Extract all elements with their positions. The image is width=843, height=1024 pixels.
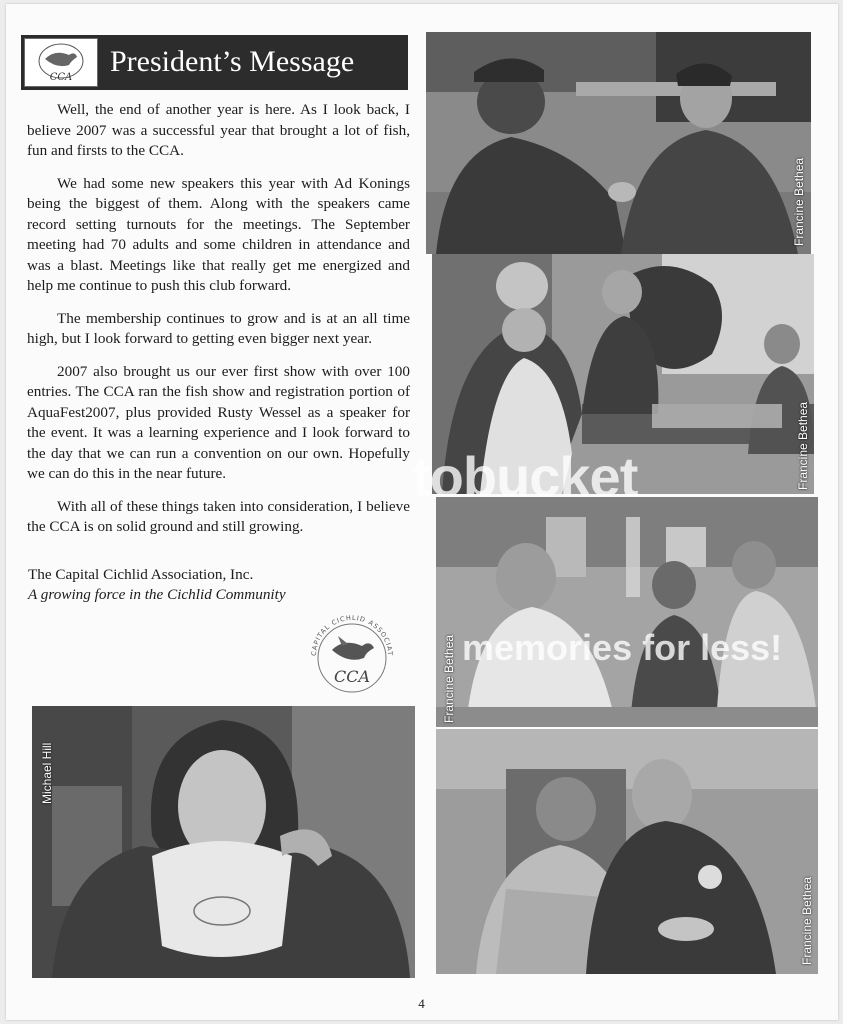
page-title: President’s Message xyxy=(110,45,355,78)
svg-text:CCA: CCA xyxy=(49,72,73,83)
paragraph: With all of these things taken into consideration, I believe the CCA is on solid ground and still growing. xyxy=(27,497,410,535)
photo-handshake xyxy=(426,32,811,254)
watermark-text: memories for less! xyxy=(462,627,783,668)
photo-credit: Francine Bethea xyxy=(792,157,806,246)
signature-block xyxy=(28,565,408,605)
paragraph: Well, the end of another year is here. As I look back, I believe 2007 was a successful year that brought a lot of fish, fun and firsts to the CCA. xyxy=(27,101,410,159)
signature-tagline: A growing force in the Cichlid Community xyxy=(28,586,286,603)
photo-men-standing xyxy=(436,729,818,974)
cca-round-logo xyxy=(298,606,406,696)
photo-credit: Francine Bethea xyxy=(442,634,456,723)
page-number: 4 xyxy=(418,996,425,1011)
photo-credit: Francine Bethea xyxy=(800,876,814,965)
photo-woman-bib xyxy=(32,706,415,978)
photo-credit: Michael Hill xyxy=(40,742,54,804)
paragraph: 2007 also brought us our ever first show with over 100 entries. The CCA ran the fish show and registration portion of AquaFest2007, plus provided Rusty Wessel as a speaker for the event. It was a learning experience and I look forward to the day that we can run a convention on our own. Hopefully we can do this in the near future. xyxy=(27,362,410,482)
cca-logo xyxy=(24,38,98,87)
svg-text:CAPITAL CICHLID ASSOCIATION: CAPITAL CICHLID ASSOCIAT xyxy=(309,613,395,657)
photo-credit: Francine Bethea xyxy=(796,401,810,490)
svg-text:CCA: CCA xyxy=(333,667,371,686)
presidents-message-text xyxy=(27,100,410,550)
watermark-text: tobucket xyxy=(412,445,638,508)
signature-org: The Capital Cichlid Association, Inc. xyxy=(28,566,254,583)
paragraph: We had some new speakers this year with Ad Konings being the biggest of them. Along with the speakers came record setting turnouts for the meetings. The September meeting had 70 adults and some children in attendance and was a blast. Meetings like that really get me energized and help me continue to push this club forward. xyxy=(27,174,410,294)
photo-men-talking xyxy=(436,497,818,727)
paragraph: The membership continues to grow and is at an all time high, but I look forward to getting even bigger next year. xyxy=(27,309,410,347)
